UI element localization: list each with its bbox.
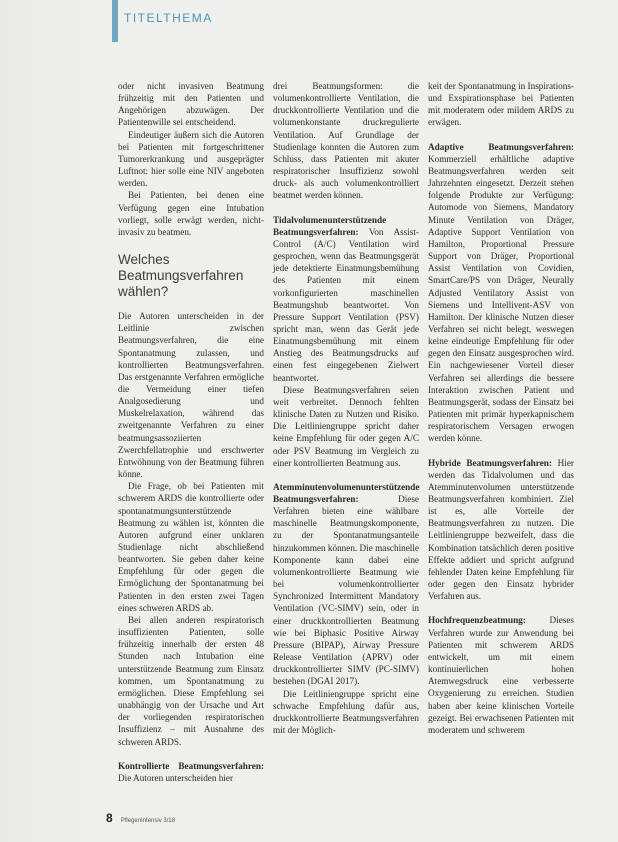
paragraph-with-lead bbox=[118, 760, 264, 784]
paragraph-lead-in: Hybride Beatmungsverfahren: bbox=[428, 457, 552, 468]
section-accent-bar bbox=[112, 0, 118, 42]
text-column-3 bbox=[428, 80, 574, 736]
paragraph-with-lead bbox=[428, 141, 574, 445]
page-number: 8 bbox=[106, 811, 113, 825]
paragraph-lead-in: Adaptive Beatmungsverfahren: bbox=[428, 141, 574, 152]
paragraph: keit der Spontanatmung in Inspirations- und Exspirationsphase bei Patienten mit moderatem oder mildem ARDS zu erwägen. bbox=[428, 81, 574, 128]
paragraph-with-lead bbox=[428, 614, 574, 736]
paragraph: Bei Patienten, bei denen eine Verfügung gegen eine Intubation vorliegt, solle erwägt werden, nicht-invasiv zu beatmen. bbox=[118, 190, 264, 237]
paragraph: Die Autoren unterscheiden in der Leitlinie zwischen Beatmungsverfahren, die eine Spontanatmung zulassen, und kontrollierten Beatmungsverfahren. Das erstgenannte Verfahren ermögliche die Vermeidung einer tiefen Analgosedierung und Muskelrelaxation, während das zweitgenannte Verfahren zu einer beatmungsassoziierten Zwerchfellatrophie und erschwerter Entwöhnung von der Beatmung führen könne. bbox=[118, 311, 264, 480]
paragraph-body: Die Autoren unterscheiden hier bbox=[118, 772, 234, 783]
text-column-1 bbox=[118, 80, 264, 784]
paragraph: oder nicht invasiven Beatmung frühzeitig mit den Patienten und Angehörigen abzuwägen. Der Patientenwille sei entscheidend. bbox=[118, 81, 264, 128]
paragraph-lead-in: Kontrollierte Beatmungsverfahren: bbox=[118, 760, 264, 771]
paragraph: Die Leitliniengruppe spricht eine schwache Empfehlung dafür aus, druckkontrollierte Beatmungsverfahren mit der Möglich- bbox=[273, 688, 419, 735]
journal-issue: PflegenIntensiv 3/18 bbox=[120, 818, 176, 824]
paragraph-with-lead bbox=[273, 214, 419, 384]
paragraph-with-lead bbox=[273, 481, 419, 688]
paragraph-body: Diese Verfahren bieten eine wählbare maschinelle Beatmungskomponente, zu der Spontanatmungsanteile hinzukommen können. Die maschinelle Komponente kann dabei eine volumenkontrollierte Beatmung wie bei volumenkontrollierter Synchronized Intermittent Mandatory Ventilation (VC-SIMV) sein, oder in einer druckkontrollierten Beatmung wie bei Biphasic Positive Airway Pressure (BIPAP), Airway Pressure Release Ventilation (APRV) oder druckkontrollierter SIMV (PC-SIMV) bestehen (DGAI 2017). bbox=[273, 494, 419, 687]
paragraph-lead-in: Hochfrequenzbeatmung: bbox=[428, 615, 526, 626]
side-margin-band bbox=[0, 0, 112, 842]
paragraph-lead-in: Tidalvolumenunterstützende Beatmungsverfahren: bbox=[273, 214, 387, 237]
paragraph-body: Hier werden das Tidalvolumen und das Atemminutenvolumen unterstützende Beatmungsverfahren kombiniert. Ziel ist es, alle Vorteile der Beatmungsverfahren zu nutzen. Die Leitliniengruppe bezweifelt, dass die Kombination tatsächlich deren positive Effekte addiert und spricht aufgrund fehlender Daten keine Empfehlung für oder gegen den Einsatz hybrider Verfahren aus. bbox=[428, 457, 574, 602]
paragraph: Eindeutiger äußern sich die Autoren bei Patienten mit fortgeschrittener Tumorerkrankung und ausgeprägter Luftnot: hier solle eine NIV angeboten werden. bbox=[118, 129, 264, 189]
section-kicker: TITELTHEMA bbox=[124, 11, 213, 25]
paragraph: Die Frage, ob bei Patienten mit schwerem ARDS die kontrollierte oder spontanatmungsunterstützende Beatmung zu wählen ist, könnten die Autoren aufgrund einer unklaren Studienlage nicht abschließend beantworten. Sie geben daher keine Empfehlung für oder gegen die Ermöglichung der Spontanatmung bei Patienten in den ersten zwei Tagen eines schweren ARDS ab. bbox=[118, 481, 264, 613]
paragraph-body: Von Assist-Control (A/C) Ventilation wird gesprochen, wenn das Beatmungsgerät jede detektierte Einatmungsbemühung des Patienten mit einem vorkonfigurierten maschinellen Beatmungshub beantwortet. Von Pressure Support Ventilation (PSV) spricht man, wenn das Gerät jede Einatmungsbemühung mit einem Anstieg des Beatmungsdrucks auf einen fest eingegebenen Zielwert beantwortet. bbox=[273, 226, 419, 383]
page-footer bbox=[106, 811, 175, 825]
paragraph-body: Dieses Verfahren wurde zur Anwendung bei Patienten mit schwerem ARDS entwickelt, um mit einem kontinuierlichen hohen Atemwegsdruck eine verbesserte Oxygenierung zu erreichen. Studien haben aber keine klinischen Vorteile gezeigt. Bei erwachsenen Patienten mit moderatem und schwerem bbox=[428, 615, 574, 735]
paragraph: Bei allen anderen respiratorisch insuffizienten Patienten, solle frühzeitig innerhalb der ersten 48 Stunden nach Intubation eine unterstützende Beatmung zum Einsatz kommen, um Spontanatmung zu ermöglichen. Diese Empfehlung sei unabhängig von der Ursache und Art der vorliegenden respiratorischen Insuffizienz – mit Ausnahme des schweren ARDS. bbox=[118, 614, 264, 747]
paragraph: drei Beatmungsformen: die volumenkontrollierte Ventilation, die druckkontrollierte Ventilation und die volumenkonstante druckregulierte Ventilation. Auf Grundlage der Studienlage konnten die Autoren zum Schluss, dass Patienten mit akuter respiratorischer Insuffizienz sowohl druck- als auch volumenkontrolliert beatmet werden können. bbox=[273, 81, 419, 201]
paragraph: Diese Beatmungsverfahren seien weit verbreitet. Dennoch fehlten klinische Daten zu Nutzen und Risiko. Die Leitliniengruppe spricht daher keine Empfehlung für oder gegen A/C oder PSV Beatmung im Vergleich zu einer kontrollierten Beatmung aus. bbox=[273, 384, 419, 468]
paragraph-body: Kommerziell erhältliche adaptive Beatmungsverfahren werden seit Jahrzehnten eingesetzt. Derzeit stehen folgende Produkte zur Verfügung: Automode von Siemens, Mandatory Minute Ventilation von Dräger, Adaptive Support Ventilation von Hamilton, Proportional Pressure Support von Dräger, Proportional Assist Ventilation von Covidien, SmartCare/PS von Dräger, Neurally Adjusted Ventilatory Assist von Siemens und Intellivent-ASV von Hamilton. Der klinische Nutzen dieser Verfahren sei nicht belegt, weswegen keine eindeutige Empfehlung für oder gegen den Einsatz ausgesprochen wird. Ein nachgewiesener Vorteil dieser Verfahren sei allerdings die bessere Interaktion zwischen Patient und Beatmungsgerät, sodass der Einsatz bei Patienten mit primär hyperkapnischem respiratorischem Versagen erwogen werden könne. bbox=[428, 153, 574, 444]
paragraph-with-lead bbox=[428, 457, 574, 603]
section-subheading: Welches Beatmungsverfahren wählen? bbox=[118, 252, 244, 300]
text-column-2 bbox=[273, 80, 419, 736]
paragraph-lead-in: Atemminutenvolumenunterstützende Beatmungsverfahren: bbox=[273, 481, 420, 504]
